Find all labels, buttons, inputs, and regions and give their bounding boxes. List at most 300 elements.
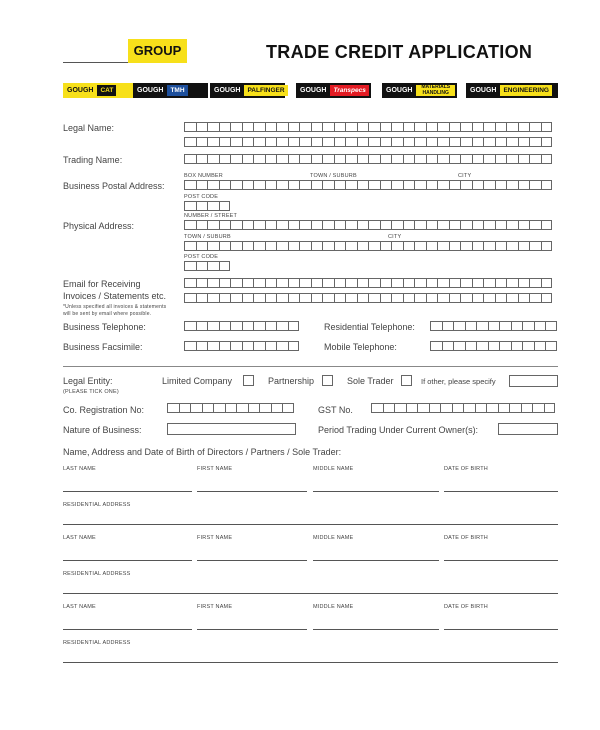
- middle-name-field[interactable]: [313, 560, 439, 561]
- char-box[interactable]: [522, 341, 534, 351]
- char-box[interactable]: [426, 122, 438, 132]
- char-box[interactable]: [476, 321, 488, 331]
- char-box[interactable]: [242, 122, 254, 132]
- char-box[interactable]: [242, 180, 254, 190]
- char-box[interactable]: [253, 154, 265, 164]
- char-box[interactable]: [541, 154, 553, 164]
- physical-town-city-boxes[interactable]: [184, 241, 552, 251]
- char-box[interactable]: [460, 278, 472, 288]
- limited-company-checkbox[interactable]: [243, 375, 254, 386]
- middle-name-field[interactable]: [313, 491, 439, 492]
- char-box[interactable]: [403, 154, 415, 164]
- char-box[interactable]: [345, 122, 357, 132]
- char-box[interactable]: [414, 278, 426, 288]
- char-box[interactable]: [437, 241, 449, 251]
- char-box[interactable]: [276, 220, 288, 230]
- char-box[interactable]: [276, 321, 288, 331]
- mobile-telephone-boxes[interactable]: [430, 341, 557, 351]
- char-box[interactable]: [334, 180, 346, 190]
- char-box[interactable]: [380, 180, 392, 190]
- char-box[interactable]: [259, 403, 271, 413]
- char-box[interactable]: [288, 122, 300, 132]
- char-box[interactable]: [184, 278, 196, 288]
- char-box[interactable]: [190, 403, 202, 413]
- char-box[interactable]: [380, 137, 392, 147]
- char-box[interactable]: [184, 122, 196, 132]
- char-box[interactable]: [483, 293, 495, 303]
- char-box[interactable]: [472, 293, 484, 303]
- char-box[interactable]: [506, 137, 518, 147]
- char-box[interactable]: [460, 137, 472, 147]
- char-box[interactable]: [230, 278, 242, 288]
- char-box[interactable]: [426, 293, 438, 303]
- char-box[interactable]: [368, 278, 380, 288]
- char-box[interactable]: [196, 293, 208, 303]
- char-box[interactable]: [426, 241, 438, 251]
- char-box[interactable]: [253, 180, 265, 190]
- char-box[interactable]: [196, 278, 208, 288]
- char-box[interactable]: [460, 241, 472, 251]
- char-box[interactable]: [529, 241, 541, 251]
- char-box[interactable]: [472, 122, 484, 132]
- char-box[interactable]: [518, 137, 530, 147]
- char-box[interactable]: [288, 341, 300, 351]
- char-box[interactable]: [357, 180, 369, 190]
- char-box[interactable]: [196, 154, 208, 164]
- char-box[interactable]: [380, 293, 392, 303]
- char-box[interactable]: [265, 137, 277, 147]
- char-box[interactable]: [265, 341, 277, 351]
- residential-address-field[interactable]: [63, 662, 558, 663]
- char-box[interactable]: [196, 122, 208, 132]
- char-box[interactable]: [357, 241, 369, 251]
- char-box[interactable]: [499, 341, 511, 351]
- char-box[interactable]: [472, 220, 484, 230]
- char-box[interactable]: [236, 403, 248, 413]
- char-box[interactable]: [230, 180, 242, 190]
- char-box[interactable]: [437, 154, 449, 164]
- trading-name-boxes[interactable]: [184, 154, 552, 164]
- char-box[interactable]: [414, 137, 426, 147]
- char-box[interactable]: [437, 122, 449, 132]
- char-box[interactable]: [219, 180, 231, 190]
- char-box[interactable]: [357, 293, 369, 303]
- postal-post-code-boxes[interactable]: [184, 201, 230, 211]
- char-box[interactable]: [207, 341, 219, 351]
- char-box[interactable]: [429, 403, 441, 413]
- char-box[interactable]: [207, 180, 219, 190]
- char-box[interactable]: [437, 278, 449, 288]
- char-box[interactable]: [437, 137, 449, 147]
- char-box[interactable]: [472, 154, 484, 164]
- char-box[interactable]: [265, 293, 277, 303]
- char-box[interactable]: [495, 122, 507, 132]
- char-box[interactable]: [288, 293, 300, 303]
- char-box[interactable]: [391, 220, 403, 230]
- char-box[interactable]: [357, 278, 369, 288]
- char-box[interactable]: [230, 154, 242, 164]
- char-box[interactable]: [345, 293, 357, 303]
- char-box[interactable]: [322, 241, 334, 251]
- char-box[interactable]: [219, 220, 231, 230]
- char-box[interactable]: [253, 341, 265, 351]
- char-box[interactable]: [276, 278, 288, 288]
- char-box[interactable]: [242, 154, 254, 164]
- char-box[interactable]: [357, 122, 369, 132]
- physical-post-code-boxes[interactable]: [184, 261, 230, 271]
- char-box[interactable]: [391, 278, 403, 288]
- char-box[interactable]: [391, 293, 403, 303]
- char-box[interactable]: [184, 293, 196, 303]
- char-box[interactable]: [460, 180, 472, 190]
- char-box[interactable]: [230, 341, 242, 351]
- char-box[interactable]: [371, 403, 383, 413]
- char-box[interactable]: [437, 180, 449, 190]
- char-box[interactable]: [219, 201, 231, 211]
- char-box[interactable]: [299, 278, 311, 288]
- business-telephone-boxes[interactable]: [184, 321, 299, 331]
- char-box[interactable]: [230, 241, 242, 251]
- char-box[interactable]: [506, 293, 518, 303]
- char-box[interactable]: [225, 403, 237, 413]
- legal-name-boxes-1[interactable]: [184, 122, 552, 132]
- char-box[interactable]: [368, 220, 380, 230]
- char-box[interactable]: [253, 220, 265, 230]
- char-box[interactable]: [529, 278, 541, 288]
- char-box[interactable]: [495, 180, 507, 190]
- char-box[interactable]: [276, 122, 288, 132]
- char-box[interactable]: [299, 180, 311, 190]
- char-box[interactable]: [230, 122, 242, 132]
- char-box[interactable]: [509, 403, 521, 413]
- char-box[interactable]: [403, 122, 415, 132]
- char-box[interactable]: [242, 341, 254, 351]
- char-box[interactable]: [483, 137, 495, 147]
- char-box[interactable]: [184, 341, 196, 351]
- char-box[interactable]: [541, 241, 553, 251]
- char-box[interactable]: [545, 341, 557, 351]
- char-box[interactable]: [207, 278, 219, 288]
- char-box[interactable]: [368, 154, 380, 164]
- char-box[interactable]: [368, 122, 380, 132]
- char-box[interactable]: [265, 154, 277, 164]
- char-box[interactable]: [334, 278, 346, 288]
- char-box[interactable]: [184, 321, 196, 331]
- char-box[interactable]: [219, 321, 231, 331]
- char-box[interactable]: [334, 137, 346, 147]
- char-box[interactable]: [357, 220, 369, 230]
- co-registration-boxes[interactable]: [167, 403, 294, 413]
- char-box[interactable]: [288, 241, 300, 251]
- char-box[interactable]: [472, 278, 484, 288]
- char-box[interactable]: [518, 220, 530, 230]
- char-box[interactable]: [311, 293, 323, 303]
- char-box[interactable]: [288, 220, 300, 230]
- business-facsimile-boxes[interactable]: [184, 341, 299, 351]
- char-box[interactable]: [322, 293, 334, 303]
- char-box[interactable]: [541, 122, 553, 132]
- char-box[interactable]: [184, 137, 196, 147]
- first-name-field[interactable]: [197, 629, 307, 630]
- char-box[interactable]: [219, 154, 231, 164]
- char-box[interactable]: [430, 321, 442, 331]
- char-box[interactable]: [357, 154, 369, 164]
- residential-address-field[interactable]: [63, 524, 558, 525]
- char-box[interactable]: [529, 137, 541, 147]
- char-box[interactable]: [357, 137, 369, 147]
- char-box[interactable]: [334, 122, 346, 132]
- char-box[interactable]: [288, 321, 300, 331]
- other-entity-field[interactable]: [509, 375, 558, 387]
- char-box[interactable]: [311, 220, 323, 230]
- char-box[interactable]: [380, 220, 392, 230]
- char-box[interactable]: [380, 241, 392, 251]
- char-box[interactable]: [518, 241, 530, 251]
- char-box[interactable]: [334, 241, 346, 251]
- char-box[interactable]: [426, 137, 438, 147]
- char-box[interactable]: [529, 154, 541, 164]
- char-box[interactable]: [299, 241, 311, 251]
- email-boxes-1[interactable]: [184, 278, 552, 288]
- gst-no-boxes[interactable]: [371, 403, 555, 413]
- char-box[interactable]: [311, 154, 323, 164]
- char-box[interactable]: [534, 321, 546, 331]
- char-box[interactable]: [253, 278, 265, 288]
- char-box[interactable]: [460, 293, 472, 303]
- char-box[interactable]: [437, 220, 449, 230]
- char-box[interactable]: [460, 122, 472, 132]
- char-box[interactable]: [184, 180, 196, 190]
- char-box[interactable]: [475, 403, 487, 413]
- char-box[interactable]: [184, 220, 196, 230]
- char-box[interactable]: [483, 241, 495, 251]
- char-box[interactable]: [230, 321, 242, 331]
- char-box[interactable]: [253, 241, 265, 251]
- char-box[interactable]: [311, 180, 323, 190]
- date-of-birth-field[interactable]: [444, 629, 558, 630]
- char-box[interactable]: [529, 180, 541, 190]
- char-box[interactable]: [288, 278, 300, 288]
- char-box[interactable]: [506, 241, 518, 251]
- char-box[interactable]: [449, 220, 461, 230]
- char-box[interactable]: [345, 154, 357, 164]
- char-box[interactable]: [506, 180, 518, 190]
- char-box[interactable]: [449, 293, 461, 303]
- char-box[interactable]: [426, 154, 438, 164]
- char-box[interactable]: [196, 341, 208, 351]
- char-box[interactable]: [196, 201, 208, 211]
- residential-telephone-boxes[interactable]: [430, 321, 557, 331]
- char-box[interactable]: [184, 154, 196, 164]
- char-box[interactable]: [449, 241, 461, 251]
- char-box[interactable]: [230, 137, 242, 147]
- char-box[interactable]: [518, 293, 530, 303]
- char-box[interactable]: [518, 154, 530, 164]
- char-box[interactable]: [414, 122, 426, 132]
- last-name-field[interactable]: [63, 629, 192, 630]
- char-box[interactable]: [242, 293, 254, 303]
- char-box[interactable]: [483, 154, 495, 164]
- char-box[interactable]: [276, 293, 288, 303]
- date-of-birth-field[interactable]: [444, 491, 558, 492]
- char-box[interactable]: [506, 154, 518, 164]
- char-box[interactable]: [253, 137, 265, 147]
- first-name-field[interactable]: [197, 491, 307, 492]
- char-box[interactable]: [406, 403, 418, 413]
- char-box[interactable]: [334, 154, 346, 164]
- char-box[interactable]: [184, 201, 196, 211]
- char-box[interactable]: [430, 341, 442, 351]
- middle-name-field[interactable]: [313, 629, 439, 630]
- char-box[interactable]: [219, 137, 231, 147]
- char-box[interactable]: [311, 122, 323, 132]
- char-box[interactable]: [322, 137, 334, 147]
- first-name-field[interactable]: [197, 560, 307, 561]
- char-box[interactable]: [449, 278, 461, 288]
- char-box[interactable]: [276, 137, 288, 147]
- char-box[interactable]: [196, 180, 208, 190]
- char-box[interactable]: [463, 403, 475, 413]
- char-box[interactable]: [242, 278, 254, 288]
- char-box[interactable]: [541, 278, 553, 288]
- char-box[interactable]: [230, 293, 242, 303]
- char-box[interactable]: [242, 137, 254, 147]
- last-name-field[interactable]: [63, 491, 192, 492]
- char-box[interactable]: [219, 293, 231, 303]
- char-box[interactable]: [184, 241, 196, 251]
- char-box[interactable]: [288, 154, 300, 164]
- char-box[interactable]: [311, 278, 323, 288]
- char-box[interactable]: [276, 154, 288, 164]
- char-box[interactable]: [541, 293, 553, 303]
- char-box[interactable]: [391, 180, 403, 190]
- char-box[interactable]: [253, 122, 265, 132]
- char-box[interactable]: [449, 137, 461, 147]
- char-box[interactable]: [196, 241, 208, 251]
- char-box[interactable]: [334, 220, 346, 230]
- char-box[interactable]: [495, 137, 507, 147]
- char-box[interactable]: [506, 220, 518, 230]
- char-box[interactable]: [529, 293, 541, 303]
- char-box[interactable]: [437, 293, 449, 303]
- char-box[interactable]: [442, 321, 454, 331]
- char-box[interactable]: [207, 220, 219, 230]
- char-box[interactable]: [483, 220, 495, 230]
- char-box[interactable]: [368, 293, 380, 303]
- physical-street-boxes[interactable]: [184, 220, 552, 230]
- char-box[interactable]: [383, 403, 395, 413]
- char-box[interactable]: [426, 180, 438, 190]
- char-box[interactable]: [299, 220, 311, 230]
- char-box[interactable]: [453, 321, 465, 331]
- char-box[interactable]: [322, 154, 334, 164]
- char-box[interactable]: [196, 321, 208, 331]
- char-box[interactable]: [334, 293, 346, 303]
- char-box[interactable]: [368, 137, 380, 147]
- legal-name-boxes-2[interactable]: [184, 137, 552, 147]
- char-box[interactable]: [522, 321, 534, 331]
- char-box[interactable]: [534, 341, 546, 351]
- char-box[interactable]: [265, 122, 277, 132]
- char-box[interactable]: [391, 241, 403, 251]
- postal-address-boxes[interactable]: [184, 180, 552, 190]
- char-box[interactable]: [345, 220, 357, 230]
- char-box[interactable]: [511, 341, 523, 351]
- char-box[interactable]: [276, 180, 288, 190]
- sole-trader-checkbox[interactable]: [401, 375, 412, 386]
- char-box[interactable]: [495, 293, 507, 303]
- char-box[interactable]: [276, 241, 288, 251]
- char-box[interactable]: [380, 122, 392, 132]
- char-box[interactable]: [299, 137, 311, 147]
- char-box[interactable]: [529, 122, 541, 132]
- char-box[interactable]: [465, 321, 477, 331]
- char-box[interactable]: [368, 180, 380, 190]
- char-box[interactable]: [541, 220, 553, 230]
- char-box[interactable]: [403, 293, 415, 303]
- char-box[interactable]: [265, 220, 277, 230]
- period-trading-field[interactable]: [498, 423, 558, 435]
- char-box[interactable]: [417, 403, 429, 413]
- char-box[interactable]: [440, 403, 452, 413]
- char-box[interactable]: [495, 278, 507, 288]
- char-box[interactable]: [488, 321, 500, 331]
- char-box[interactable]: [452, 403, 464, 413]
- char-box[interactable]: [242, 241, 254, 251]
- char-box[interactable]: [391, 122, 403, 132]
- char-box[interactable]: [311, 241, 323, 251]
- char-box[interactable]: [345, 137, 357, 147]
- char-box[interactable]: [449, 180, 461, 190]
- char-box[interactable]: [499, 321, 511, 331]
- char-box[interactable]: [345, 278, 357, 288]
- char-box[interactable]: [242, 220, 254, 230]
- char-box[interactable]: [219, 278, 231, 288]
- char-box[interactable]: [453, 341, 465, 351]
- char-box[interactable]: [414, 241, 426, 251]
- char-box[interactable]: [532, 403, 544, 413]
- char-box[interactable]: [167, 403, 179, 413]
- char-box[interactable]: [368, 241, 380, 251]
- char-box[interactable]: [288, 137, 300, 147]
- char-box[interactable]: [219, 341, 231, 351]
- char-box[interactable]: [488, 341, 500, 351]
- char-box[interactable]: [265, 278, 277, 288]
- char-box[interactable]: [541, 137, 553, 147]
- char-box[interactable]: [179, 403, 191, 413]
- char-box[interactable]: [518, 122, 530, 132]
- char-box[interactable]: [202, 403, 214, 413]
- char-box[interactable]: [541, 180, 553, 190]
- char-box[interactable]: [207, 293, 219, 303]
- char-box[interactable]: [495, 220, 507, 230]
- char-box[interactable]: [242, 321, 254, 331]
- date-of-birth-field[interactable]: [444, 560, 558, 561]
- char-box[interactable]: [345, 241, 357, 251]
- char-box[interactable]: [219, 241, 231, 251]
- char-box[interactable]: [265, 321, 277, 331]
- residential-address-field[interactable]: [63, 593, 558, 594]
- char-box[interactable]: [391, 137, 403, 147]
- nature-business-field[interactable]: [167, 423, 296, 435]
- char-box[interactable]: [460, 220, 472, 230]
- char-box[interactable]: [472, 180, 484, 190]
- char-box[interactable]: [207, 154, 219, 164]
- char-box[interactable]: [345, 180, 357, 190]
- char-box[interactable]: [476, 341, 488, 351]
- char-box[interactable]: [213, 403, 225, 413]
- char-box[interactable]: [322, 278, 334, 288]
